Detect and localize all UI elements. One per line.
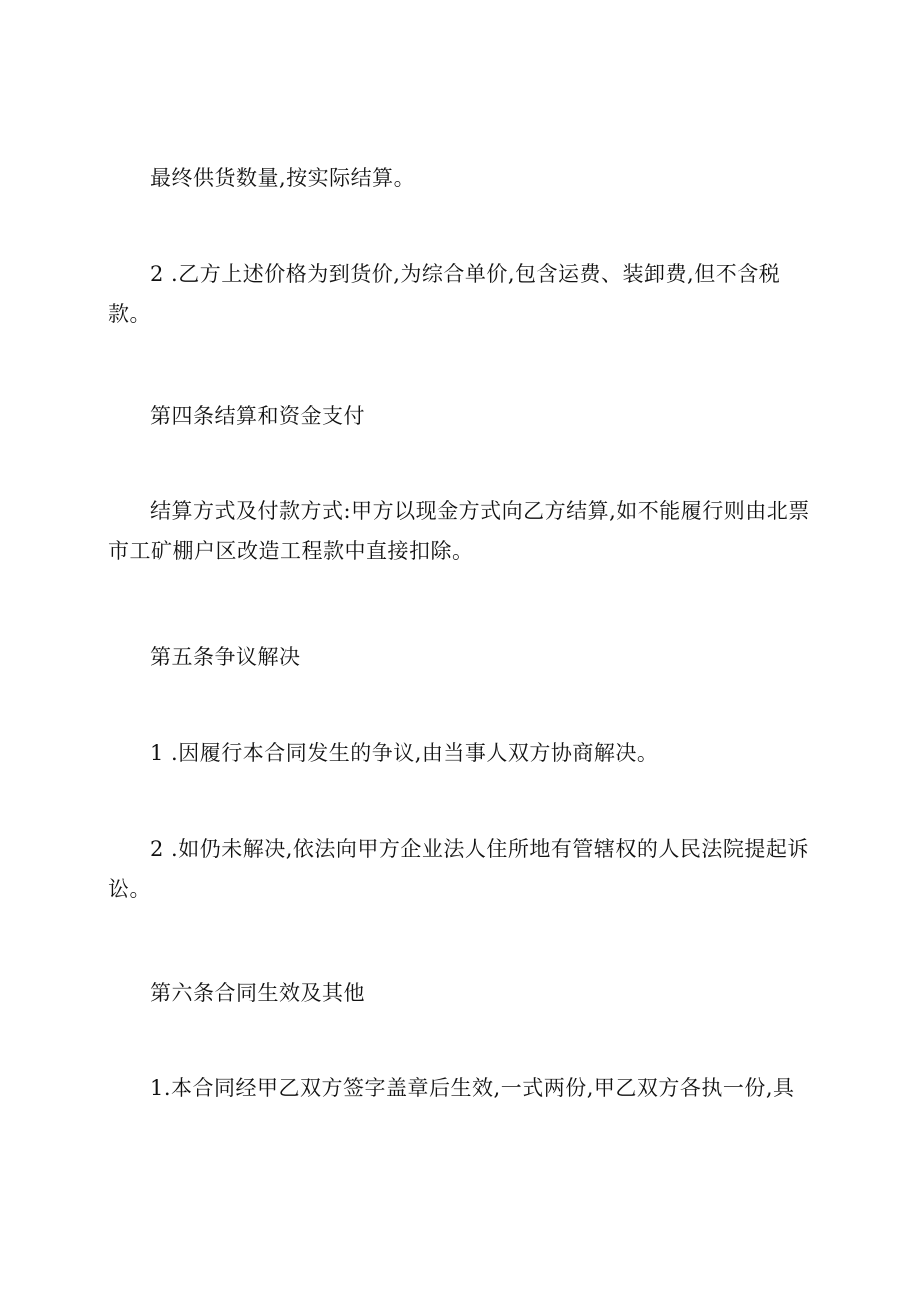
paragraph-price-terms: 2 .乙方上述价格为到货价,为综合单价,包含运费、装卸费,但不含税款。 xyxy=(108,262,781,326)
paragraph-payment-method: 结算方式及付款方式:甲方以现金方式向乙方结算,如不能履行则由北票市工矿棚户区改造工程款中直接扣除。 xyxy=(108,499,810,563)
paragraph-contract-effect: 1.本合同经甲乙双方签字盖章后生效,一式两份,甲乙双方各执一份,具 xyxy=(150,1076,795,1100)
paragraph-dispute-negotiation: 1 .因履行本合同发生的争议,由当事人双方协商解决。 xyxy=(150,741,659,765)
paragraph-dispute-litigation: 2 .如仍未解决,依法向甲方企业法人住所地有管辖权的人民法院提起诉讼。 xyxy=(108,837,809,901)
heading-article-4: 第四条结算和资金支付 xyxy=(150,404,365,428)
heading-article-6: 第六条合同生效及其他 xyxy=(150,981,365,1005)
paragraph-final-quantity: 最终供货数量,按实际结算。 xyxy=(150,166,416,190)
heading-article-5: 第五条争议解决 xyxy=(150,645,301,669)
